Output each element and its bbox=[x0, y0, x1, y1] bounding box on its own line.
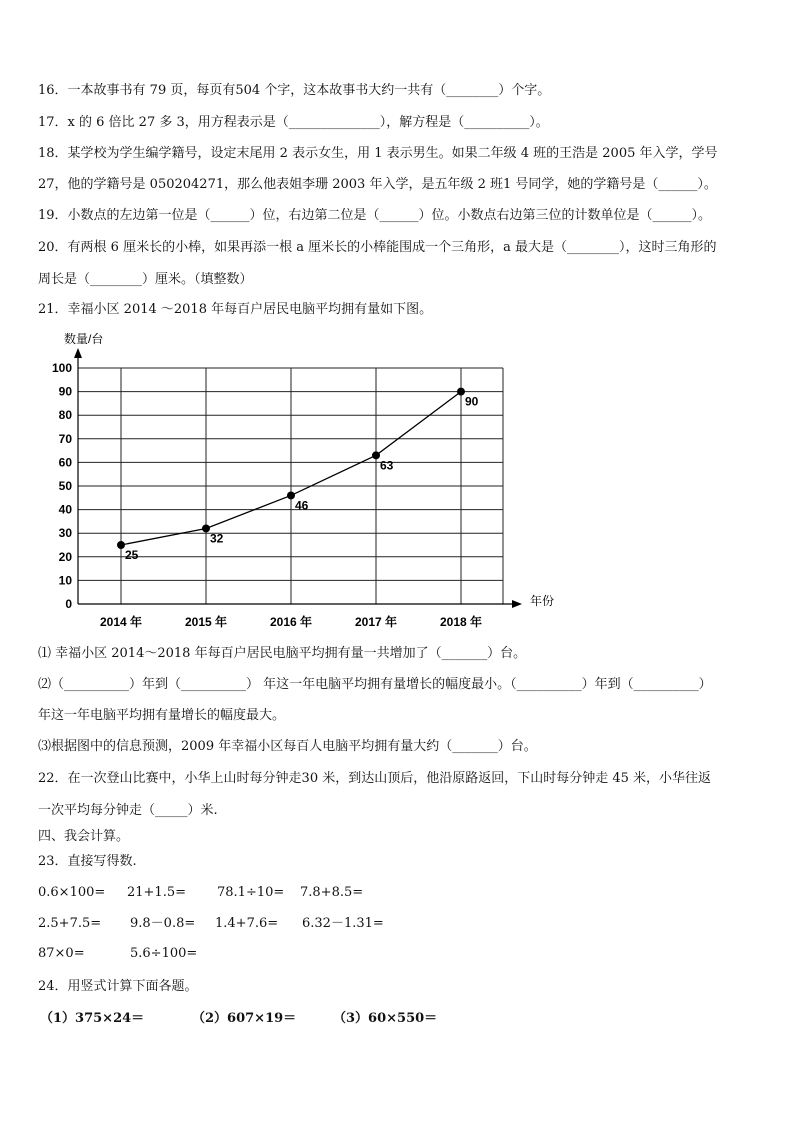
question-20-line1: 20．有两根 6 厘米长的小棒，如果再添一根 a 厘米长的小棒能围成一个三角形，a 最大是（________），这时三角形的 bbox=[38, 240, 717, 255]
section-4-heading: 四、我会计算。 bbox=[38, 829, 130, 844]
calc-item: 5.6÷100= bbox=[130, 946, 198, 961]
calc-item: 9.8－0.8= bbox=[130, 916, 196, 931]
chart-grid bbox=[74, 348, 522, 608]
question-22-line1: 22．在一次登山比赛中，小华上山时每分钟走30 米，到达山顶后，他沿原路返回，下山时每分钟走 45 米，小华往返 bbox=[38, 771, 712, 786]
question-17: 17．x 的 6 倍比 27 多 3，用方程表示是（______________），解方程是（__________）。 bbox=[38, 115, 549, 130]
data-point bbox=[372, 451, 380, 459]
question-22-line2: 一次平均每分钟走（_____）米. bbox=[38, 803, 218, 818]
y-tick-label: 40 bbox=[58, 502, 72, 517]
question-21-part1: ⑴ 幸福小区 2014～2018 年每百户居民电脑平均拥有量一共增加了（_______）台。 bbox=[38, 646, 527, 661]
question-21-part3: ⑶根据图中的信息预测，2009 年幸福小区每百人电脑平均拥有量大约（_______）台。 bbox=[38, 739, 537, 754]
x-tick-label: 2016 年 bbox=[269, 615, 313, 629]
vertical-calc-1: （1）375×24＝ bbox=[40, 1011, 145, 1026]
chart-series bbox=[117, 388, 479, 562]
y-tick-label: 70 bbox=[58, 431, 72, 446]
x-tick-label: 2017 年 bbox=[354, 615, 398, 629]
y-tick-label: 30 bbox=[58, 526, 72, 541]
data-label: 32 bbox=[210, 531, 224, 546]
y-tick-label: 10 bbox=[58, 573, 72, 588]
question-20-line2: 周长是（________）厘米。（填整数） bbox=[38, 272, 253, 287]
line-chart bbox=[0, 325, 794, 655]
calc-item: 1.4+7.6= bbox=[215, 916, 279, 931]
data-label: 63 bbox=[380, 458, 394, 473]
calc-item: 21+1.5= bbox=[127, 885, 187, 900]
y-tick-label: 90 bbox=[58, 384, 72, 399]
question-18-line1: 18．某学校为学生编学籍号，设定末尾用 2 表示女生，用 1 表示男生。如果二年级 4 班的王浩是 2005 年入学，学号 bbox=[38, 146, 718, 161]
calc-item: 6.32－1.31= bbox=[302, 916, 384, 931]
calc-item: 2.5+7.5= bbox=[38, 916, 102, 931]
vertical-calc-3: （3）60×550＝ bbox=[333, 1011, 438, 1026]
x-tick-label: 2015 年 bbox=[184, 615, 228, 629]
question-16: 16．一本故事书有 79 页，每页有504 个字，这本故事书大约一共有（________）个字。 bbox=[38, 83, 551, 98]
x-axis-arrow bbox=[512, 600, 522, 608]
calc-item: 87×0= bbox=[38, 946, 85, 961]
question-18-line2: 27，他的学籍号是 050204271，那么他表姐李珊 2003 年入学，是五年级 2 班1 号同学，她的学籍号是（______）。 bbox=[38, 177, 717, 192]
data-label: 90 bbox=[465, 394, 479, 409]
y-tick-label: 20 bbox=[58, 549, 72, 564]
y-tick-label: 60 bbox=[58, 455, 72, 470]
y-tick-label: 50 bbox=[58, 479, 72, 493]
data-point bbox=[457, 388, 465, 396]
y-tick-labels bbox=[52, 361, 72, 611]
y-tick-label: 100 bbox=[51, 361, 72, 375]
question-21: 21．幸福小区 2014 ～2018 年每百户居民电脑平均拥有量如下图。 bbox=[38, 302, 433, 317]
x-axis-label: 年份 bbox=[530, 594, 555, 608]
x-tick-label: 2018 年 bbox=[439, 615, 483, 629]
data-label: 25 bbox=[125, 548, 139, 562]
y-tick-label: 0 bbox=[65, 597, 72, 611]
data-point bbox=[202, 524, 210, 532]
x-tick-label: 2014 年 bbox=[99, 615, 143, 629]
calc-item: 78.1÷10= bbox=[217, 885, 285, 900]
x-tick-labels bbox=[100, 614, 482, 629]
question-21-part2-line1: ⑵（__________）年到（__________） 年这一年电脑平均拥有量增长的幅度最小。（__________）年到（__________） bbox=[38, 677, 712, 692]
data-label: 46 bbox=[295, 498, 309, 513]
data-point bbox=[117, 541, 125, 549]
question-23: 23．直接写得数. bbox=[38, 854, 137, 869]
y-axis-label: 数量/台 bbox=[64, 332, 104, 346]
y-tick-label: 80 bbox=[58, 408, 72, 423]
calc-item: 0.6×100= bbox=[38, 885, 106, 900]
question-19: 19．小数点的左边第一位是（______）位，右边第二位是（______）位。小数点右边第三位的计数单位是（______）。 bbox=[38, 208, 712, 223]
question-21-part2-line2: 年这一年电脑平均拥有量增长的幅度最大。 bbox=[38, 708, 286, 723]
calc-item: 7.8+8.5= bbox=[300, 885, 364, 900]
data-point bbox=[287, 491, 295, 499]
vertical-calc-2: （2）607×19＝ bbox=[192, 1011, 297, 1026]
question-24: 24．用竖式计算下面各题。 bbox=[38, 979, 198, 994]
